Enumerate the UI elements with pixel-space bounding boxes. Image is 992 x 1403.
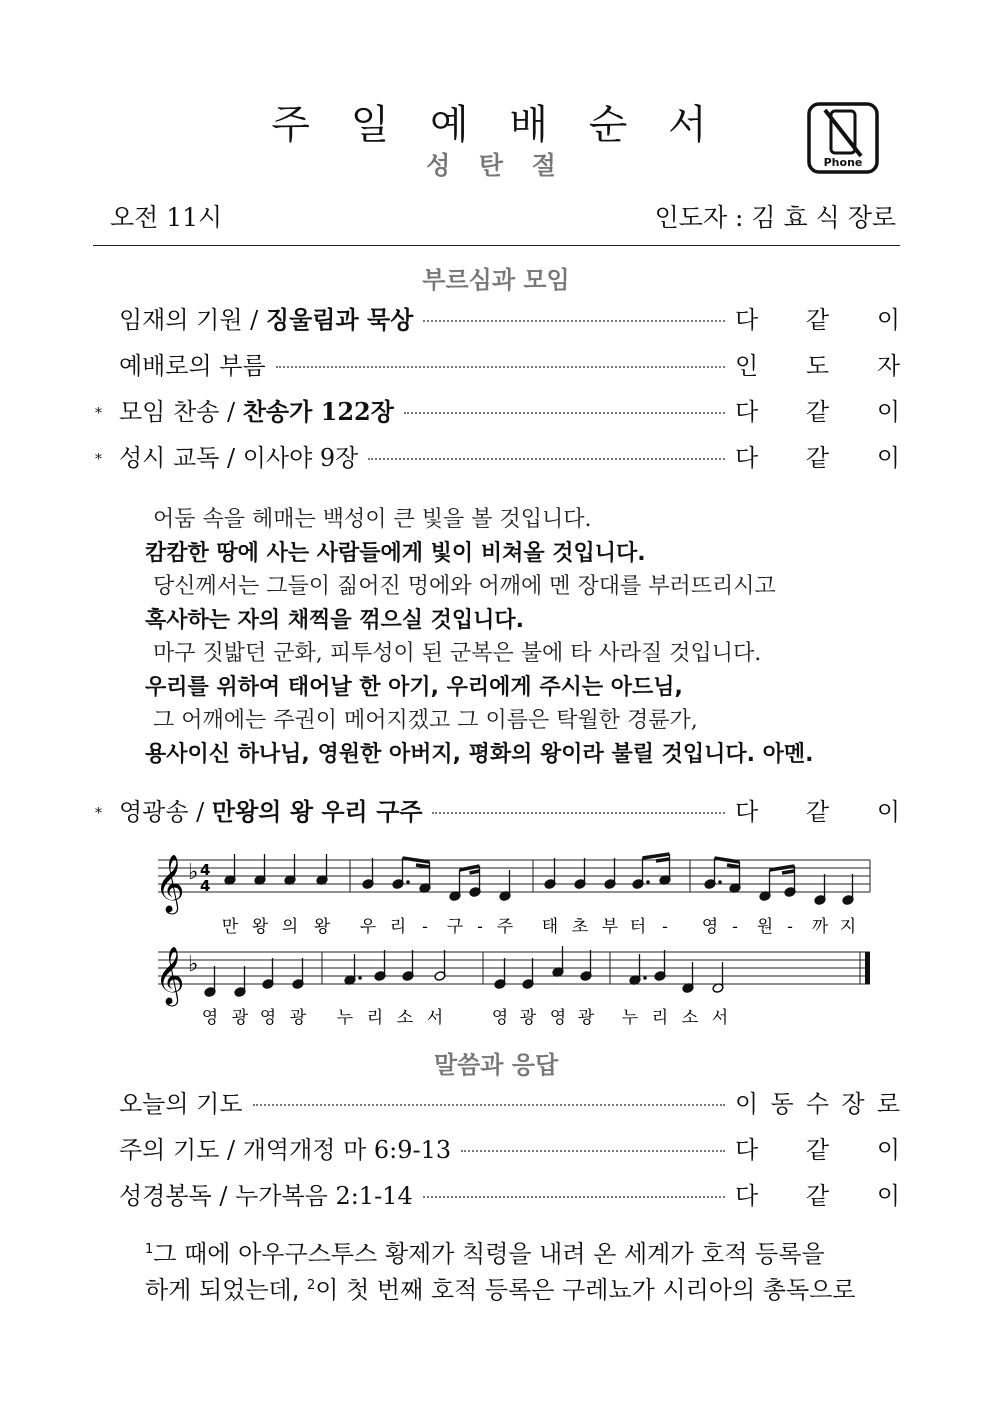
lyric-syllable: 태 bbox=[541, 917, 559, 937]
note bbox=[580, 950, 592, 981]
lyric-syllable: 주 bbox=[496, 917, 514, 937]
order-item-responder: 다 같 이 bbox=[735, 1181, 900, 1210]
lyric-syllable: 까 bbox=[811, 917, 829, 937]
flat-key-icon: ♭ bbox=[188, 860, 199, 885]
flat-key-icon: ♭ bbox=[188, 952, 199, 977]
reading-line-leader: 그 어깨에는 주권이 메어지겠고 그 이름은 탁월한 경륜가, bbox=[153, 708, 698, 733]
treble-clef-icon: 𝄞 bbox=[155, 946, 185, 1004]
note bbox=[552, 946, 564, 977]
section-title-gathering: 부르심과 모임 bbox=[422, 266, 570, 294]
note bbox=[292, 958, 304, 989]
lyric-syllable: 소 bbox=[396, 1008, 414, 1028]
time-signature-top: 4 bbox=[200, 861, 211, 879]
dot-leader bbox=[461, 1150, 725, 1152]
beam bbox=[770, 866, 795, 870]
notes-line-2 bbox=[204, 946, 724, 997]
order-item bbox=[95, 391, 900, 427]
lyric-syllable: 광 bbox=[231, 1008, 249, 1028]
lyric-syllable: 광 bbox=[289, 1008, 307, 1028]
lyric-syllable: 누 bbox=[336, 1008, 354, 1028]
note bbox=[499, 870, 511, 901]
reading-line-congregation: 캄캄한 땅에 사는 사람들에게 빛이 비쳐올 것입니다. bbox=[145, 541, 646, 566]
reading-line-leader: 마구 짓밟던 군화, 피투성이 된 군복은 불에 타 사라질 것입니다. bbox=[153, 641, 762, 666]
service-leader: 인도자 : 김 효 식 장로 bbox=[654, 203, 896, 232]
lyric-syllable: 영 bbox=[549, 1008, 567, 1028]
notes-line-1 bbox=[224, 854, 854, 905]
dot-leader bbox=[276, 366, 725, 368]
scripture-text bbox=[145, 1234, 905, 1314]
lyric-syllable: 영 bbox=[491, 1008, 509, 1028]
lyric-syllable: - bbox=[732, 917, 738, 937]
lyric-syllable: 부 bbox=[601, 917, 619, 937]
section-title-word: 말씀과 응답 bbox=[433, 1051, 559, 1079]
note bbox=[632, 858, 650, 889]
lyric-syllable: 광 bbox=[577, 1008, 595, 1028]
note bbox=[704, 858, 722, 889]
beam bbox=[470, 871, 480, 873]
note bbox=[254, 854, 266, 885]
lyric-syllable: 왕 bbox=[313, 917, 331, 937]
lyric-syllable: 서 bbox=[711, 1008, 729, 1028]
lyric-syllable: 서 bbox=[426, 1008, 444, 1028]
note bbox=[449, 870, 461, 901]
phone-off-icon bbox=[807, 102, 879, 174]
dot-leader bbox=[368, 458, 725, 460]
note bbox=[814, 874, 826, 905]
scripture-line: 하게 되었는데, $^2$이 첫 번째 호적 등록은 구레뇨가 시리아의 총독으로 bbox=[145, 1276, 856, 1304]
music-score bbox=[150, 848, 880, 1033]
order-item-responder: 다 같 이 bbox=[735, 305, 900, 334]
beam bbox=[727, 865, 740, 867]
order-item bbox=[95, 299, 900, 335]
order-item-responder: 이 동 수 장 로 bbox=[735, 1089, 900, 1118]
order-item-responder: 다 같 이 bbox=[735, 443, 900, 472]
order-item-responder: 인 도 자 bbox=[735, 351, 900, 380]
order-item-label: 성시 교독 / 이사야 9장 bbox=[119, 443, 359, 472]
order-item-responder: 다 같 이 bbox=[735, 397, 900, 426]
beam bbox=[403, 858, 430, 862]
note bbox=[574, 858, 586, 889]
lyric-syllable: - bbox=[422, 917, 428, 937]
reading-line-leader: 당신께서는 그들이 짊어진 멍에와 어깨에 멘 장대를 부러뜨리시고 bbox=[153, 574, 776, 599]
beam bbox=[460, 866, 480, 870]
lyric-syllable: 지 bbox=[839, 917, 857, 937]
reading-line-congregation: 용사이신 하나님, 영원한 아버지, 평화의 왕이라 불릴 것입니다. 아멘. bbox=[145, 742, 814, 767]
dot-leader bbox=[423, 320, 725, 322]
lyric-syllable: 터 bbox=[629, 917, 647, 937]
lyric-syllable: - bbox=[787, 917, 793, 937]
lyrics-line-1 bbox=[222, 916, 856, 937]
lyric-syllable: 영 bbox=[201, 1008, 219, 1028]
note bbox=[654, 950, 666, 981]
lyric-syllable: 영 bbox=[259, 1008, 277, 1028]
scripture-line: $^1$그 때에 아우구스투스 황제가 칙령을 내려 온 세계가 호적 등록을 bbox=[145, 1240, 825, 1268]
lyric-syllable: 영 bbox=[701, 917, 719, 937]
note bbox=[374, 950, 386, 981]
order-item-responder: 다 같 이 bbox=[735, 797, 900, 826]
beam bbox=[656, 859, 670, 861]
beam bbox=[782, 871, 795, 873]
dot-leader bbox=[432, 812, 725, 814]
reading-line-congregation: 우리를 위하여 태어날 한 아기, 우리에게 주시는 아드님, bbox=[145, 675, 683, 700]
standing-mark: ⁎ bbox=[95, 801, 102, 817]
note bbox=[284, 854, 296, 885]
beam bbox=[715, 858, 740, 862]
order-item-label: 영광송 / 만왕의 왕 우리 구주 bbox=[119, 796, 423, 826]
lyric-syllable: - bbox=[662, 917, 668, 937]
dot-leader bbox=[253, 1104, 725, 1106]
beam bbox=[643, 854, 670, 858]
lyric-syllable: 리 bbox=[366, 1008, 384, 1028]
note bbox=[544, 858, 556, 889]
order-item-label: 성경봉독 / 누가복음 2:1-14 bbox=[119, 1181, 413, 1210]
lyric-syllable: 초 bbox=[571, 917, 589, 937]
note bbox=[344, 954, 362, 985]
order-item bbox=[95, 791, 900, 827]
note bbox=[316, 854, 328, 885]
lyric-syllable: 소 bbox=[681, 1008, 699, 1028]
lyric-syllable: 리 bbox=[389, 917, 407, 937]
note bbox=[494, 958, 506, 989]
reading-line-leader: 어둠 속을 헤매는 백성이 큰 빛을 볼 것입니다. bbox=[153, 507, 592, 532]
order-item-label: 주의 기도 / 개역개정 마 6:9-13 bbox=[119, 1135, 452, 1164]
note bbox=[204, 966, 216, 997]
lyric-syllable: 리 bbox=[651, 1008, 669, 1028]
page-title: 주 일 예 배 순 서 bbox=[271, 102, 721, 148]
order-item-label: 오늘의 기도 bbox=[119, 1089, 243, 1118]
standing-mark: ⁎ bbox=[95, 447, 102, 463]
service-time: 오전 11시 bbox=[110, 203, 223, 232]
note bbox=[712, 962, 724, 993]
order-item bbox=[95, 345, 900, 381]
order-item bbox=[95, 1083, 900, 1119]
order-item bbox=[95, 437, 900, 473]
lyrics-line-2 bbox=[202, 1007, 728, 1028]
lyric-syllable: 만 bbox=[221, 917, 239, 937]
order-item-label: 임재의 기원 / 징울림과 묵상 bbox=[119, 304, 414, 334]
staff-line-1 bbox=[155, 854, 870, 915]
reading-line-congregation: 혹사하는 자의 채찍을 꺾으실 것입니다. bbox=[145, 608, 525, 633]
time-signature-bottom: 4 bbox=[200, 877, 211, 895]
order-item-label: 예배로의 부름 bbox=[119, 351, 266, 380]
lyric-syllable: 의 bbox=[281, 917, 299, 937]
note bbox=[262, 958, 274, 989]
order-item bbox=[95, 1129, 900, 1165]
phone-icon-label: Phone bbox=[823, 156, 863, 169]
standing-mark: ⁎ bbox=[95, 401, 102, 417]
note bbox=[759, 870, 771, 901]
note bbox=[362, 858, 374, 889]
responsive-reading bbox=[145, 500, 905, 770]
note bbox=[234, 966, 246, 997]
note bbox=[392, 858, 410, 889]
verse-number: 1 bbox=[145, 1242, 154, 1257]
header-divider bbox=[93, 245, 900, 246]
order-item-responder: 다 같 이 bbox=[735, 1135, 900, 1164]
order-item-label: 모임 찬송 / 찬송가 122장 bbox=[119, 396, 394, 426]
beam bbox=[416, 865, 430, 867]
note bbox=[842, 874, 854, 905]
dot-leader bbox=[404, 412, 725, 414]
note bbox=[522, 958, 534, 989]
dot-leader bbox=[423, 1196, 725, 1198]
staff-line-2 bbox=[155, 946, 870, 1007]
page-subtitle: 성 탄 절 bbox=[426, 151, 566, 180]
note bbox=[629, 954, 647, 985]
lyric-syllable: 원 bbox=[756, 917, 774, 937]
note bbox=[402, 950, 414, 981]
lyric-syllable: - bbox=[477, 917, 483, 937]
order-item bbox=[95, 1175, 900, 1211]
final-barline bbox=[865, 952, 870, 984]
treble-clef-icon: 𝄞 bbox=[155, 854, 185, 912]
note bbox=[434, 950, 446, 981]
lyric-syllable: 누 bbox=[621, 1008, 639, 1028]
note bbox=[604, 858, 616, 889]
lyric-syllable: 광 bbox=[519, 1008, 537, 1028]
lyric-syllable: 구 bbox=[446, 917, 464, 937]
lyric-syllable: 우 bbox=[359, 917, 377, 937]
note bbox=[682, 962, 694, 993]
lyric-syllable: 왕 bbox=[251, 917, 269, 937]
verse-number: 2 bbox=[307, 1278, 316, 1293]
note bbox=[224, 854, 236, 885]
